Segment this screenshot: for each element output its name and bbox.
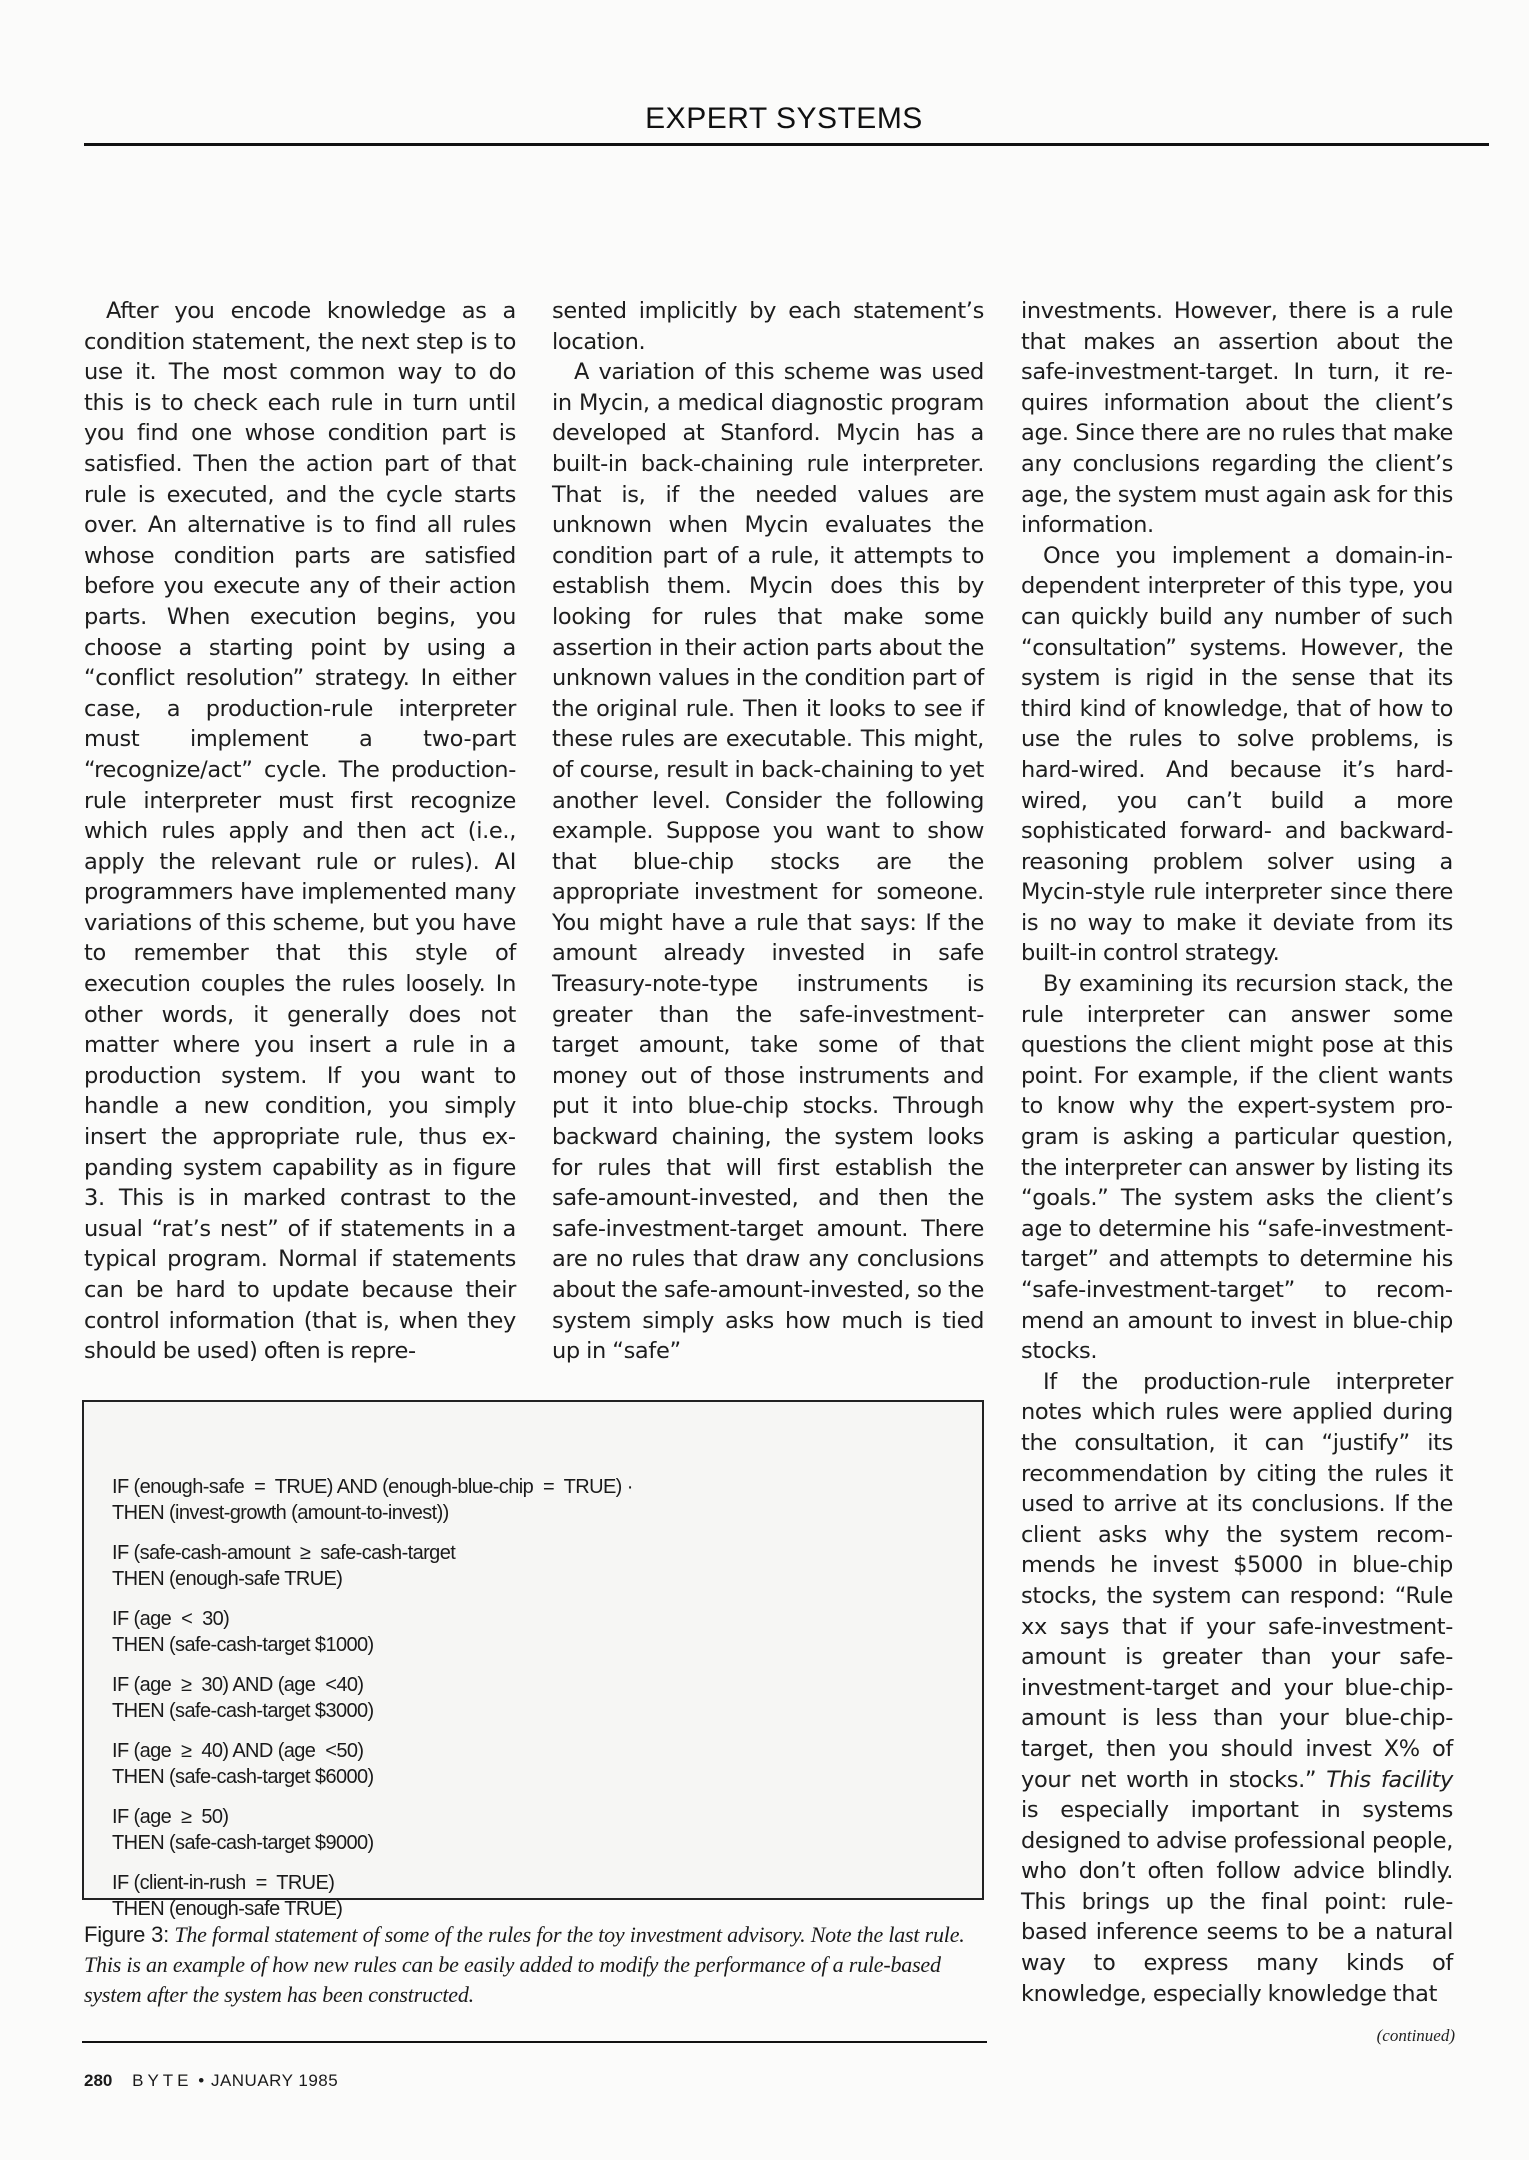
issue-date: JANUARY 1985 [210,2071,339,2090]
rule-condition: IF (age ≥ 40) AND (age <50) [112,1740,364,1762]
rule-list [112,1474,633,1936]
rule [112,1474,633,1526]
paragraph: Once you implement a domain-independent interpreter of this type, you can quickly build any number of such “consultation” systems. However, the system is rigid in the sense that its third kind of knowledge, that of how to use the rules to solve problems, is hard-wired. And because it’s hard-wired, you can’t build a more sophisticated forward- and backward-reasoning problem solver using a Mycin-style rule interpreter since there is no way to make it deviate from its built-in control strategy. [1021,542,1453,967]
continued-label: (continued) [1376,2026,1455,2045]
page-footer [84,2071,338,2091]
page-number: 280 [84,2071,113,2090]
caption-text: The formal statement of some of the rules for the toy investment advisory. Note the last rule. This is an example of how new rules can be easily added to modify the performance of a rule-based system after the system has been constructed. [84,1922,965,2007]
rule-action: THEN (safe-cash-target $9000) [112,1832,374,1854]
rule [112,1870,633,1922]
rule-action: THEN (invest-growth (amount-to-invest)) [112,1502,449,1524]
rule [112,1540,633,1592]
rule-condition: IF (age < 30) [112,1608,230,1630]
running-head: EXPERT SYSTEMS [645,102,923,135]
caption-label: Figure 3: [84,1922,170,1947]
paragraph: sented implicitly by each statement’s location. [552,298,984,355]
paragraph-text: is especially important in systems designed to advise professional people, who don’t often follow advice blindly. This brings up the final point: rule-based inference seems to be a natural way to express many kinds of knowledge, especially knowledge that [1021,1797,1453,2007]
magazine-name: BYTE [132,2071,193,2090]
figure-3-box [82,1400,984,1920]
rule-condition: IF (age ≥ 50) [112,1806,229,1828]
paragraph: After you encode knowledge as a condition statement, the next step is to use it. The most common way to do this is to check each rule in turn until you find one whose condition part is satisfied. Then the action part of that rule is executed, and the cycle starts over. An alternative is to find all rules whose condition parts are satisfied before you execute any of their action parts. When execution begins, you choose a starting point by using a “conflict resolution” strategy. In either case, a production-rule interpreter must implement a two-part “recognize/act” cycle. The production-rule interpreter must first recognize which rules apply and then act (i.e., apply the relevant rule or rules). AI programmers have implemented many variations of this scheme, but you have to remember that this style of execution couples the rules loosely. In other words, it generally does not matter where you insert a rule in a production system. If you want to handle a new condition, you simply insert the appropriate rule, thus expanding system capability as in figure 3. This is in marked contrast to the usual “rat’s nest” of if statements in a typical program. Normal if statements can be hard to update because their control information (that is, when they should be used) often is repre- [84,298,516,1365]
rule-condition: IF (age ≥ 30) AND (age <40) [112,1674,364,1696]
paragraph [1021,1367,1453,2009]
separator-dot: • [198,2071,206,2090]
paragraph: A variation of this scheme was used in Mycin, a medical diagnostic program developed at Stanford. Mycin has a built-in back-chaining rule interpreter. That is, if the needed values are unknown when Mycin evaluates the condition part of a rule, it attempts to establish them. Mycin does this by looking for rules that make some assertion in their action parts about the unknown values in the condition part of the original rule. Then it looks to see if these rules are executable. This might, of course, result in back-chaining to yet another level. Consider the following example. Suppose you want to show that blue-chip stocks are the appropriate investment for someone. You might have a rule that says: If the amount already invested in safe Treasury-note-type instruments is greater than the safe-investment-target amount, take some of that money out of those instruments and put it into blue-chip stocks. Through backward chaining, the system looks for rules that will first establish the safe-amount-invested, and then the safe-investment-target amount. There are no rules that draw any conclusions about the safe-amount-invested, so the system simply asks how much is tied up in “safe” [552,359,984,1365]
paragraph: investments. However, there is a rule that makes an assertion about the safe-investment-target. In turn, it requires information about the client’s age. Since there are no rules that make any conclusions regarding the client’s age, the system must again ask for this information. [1021,298,1453,539]
column-1 [84,296,516,1367]
rule [112,1606,633,1658]
rule [112,1738,633,1790]
rule-condition: IF (enough-safe = TRUE) AND (enough-blue-chip = TRUE) · [112,1476,633,1498]
rule-action: THEN (safe-cash-target $6000) [112,1766,374,1788]
caption-rule [82,2041,987,2043]
header-rule [84,143,1489,146]
rule-action: THEN (enough-safe TRUE) [112,1898,343,1920]
figure-caption [84,1920,989,2010]
rule-condition: IF (client-in-rush = TRUE) [112,1872,335,1894]
rule-action: THEN (safe-cash-target $3000) [112,1700,374,1722]
column-2 [552,296,984,1367]
emphasis-text: This facility [1316,1766,1453,1793]
paragraph: By examining its recursion stack, the rule interpreter can answer some questions the client might pose at this point. For example, if the client wants to know why the expert-system program is asking a particular question, the interpreter can answer by listing its “goals.” The system asks the client’s age to determine his “safe-investment-target” and attempts to determine his “safe-investment-target” to recommend an amount to invest in blue-chip stocks. [1021,971,1453,1365]
rule-condition: IF (safe-cash-amount ≥ safe-cash-target [112,1542,456,1564]
column-3 [1021,296,1453,2009]
rule-action: THEN (enough-safe TRUE) [112,1568,343,1590]
rule [112,1672,633,1724]
rule-action: THEN (safe-cash-target $1000) [112,1634,374,1656]
paragraph-text: If the production-rule interpreter notes which rules were applied during the consultation, it can “justify” its recommendation by citing the rules it used to arrive at its conclusions. If the client asks why the system recommends he invest $5000 in blue-chip stocks, the system can respond: “Rule xx says that if your safe-investment-amount is greater than your safe-investment-target and your blue-chip-amount is less than your blue-chip-target, then you should invest X% of your net worth in stocks.” [1021,1368,1453,1793]
rule [112,1804,633,1856]
